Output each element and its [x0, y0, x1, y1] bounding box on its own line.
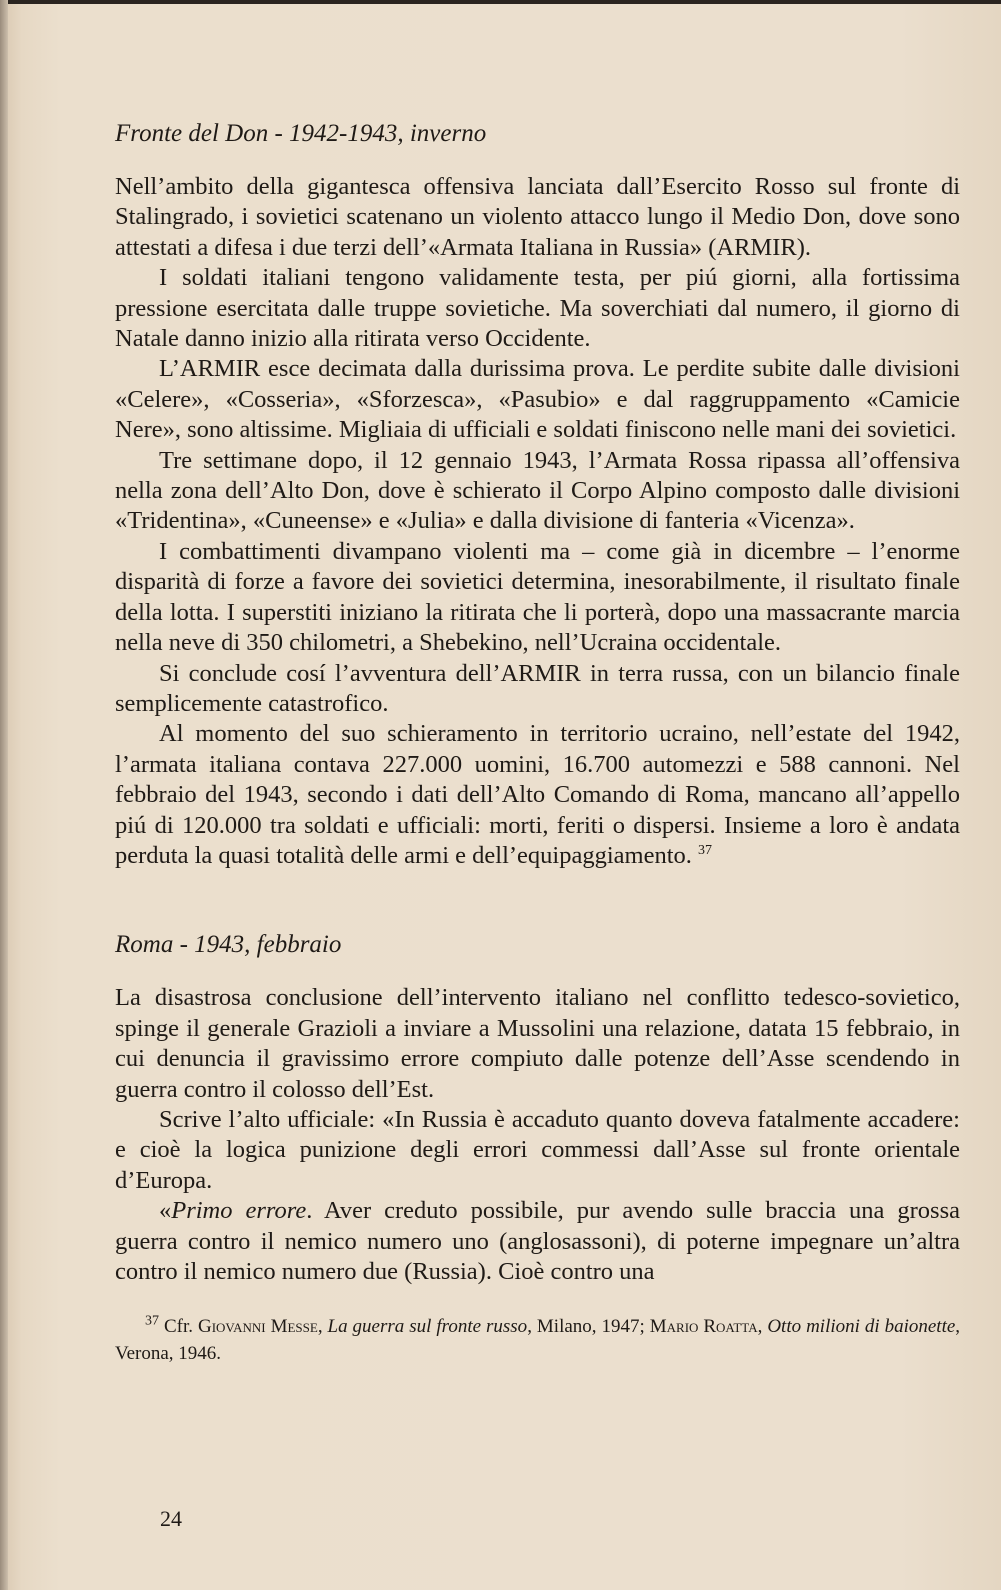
open-quote: « — [159, 1197, 172, 1225]
paragraph: I soldati italiani tengono validamente testa, per piú giorni, alla fortissima pressione esercitata dalle truppe sovietiche. Ma soverchiati dal numero, il giorno di Natale danno inizio alla ritirata verso Occidente. — [115, 264, 960, 353]
paragraph: Si conclude cosí l’avventura dell’ARMIR in terra russa, con un bilancio finale semplicemente catastrofico. — [115, 659, 960, 717]
footnote-author: Mario Roatta — [649, 1316, 758, 1338]
paragraph: Scrive l’alto ufficiale: «In Russia è accaduto quanto doveva fatalmente accadere: e cioè la logica punizione degli errori commessi dall’Asse sul fronte orientale d’Europa. — [115, 1105, 960, 1194]
italic-lead: Primo errore — [171, 1197, 307, 1225]
section-roma — [115, 929, 960, 1287]
footnote-separator: , — [317, 1316, 328, 1338]
page-number: 24 — [160, 1506, 182, 1531]
paragraph-text: . Aver creduto possibile, pur avendo sulle braccia una grossa guerra contro il nemico numero uno (anglosassoni), di poterne impegnare un’altra contro il nemico numero due (Russia). Cioè contro una — [115, 1197, 960, 1285]
footnote-author: Giovanni Messe — [197, 1316, 318, 1338]
footnote-title: Otto milioni di baionette — [767, 1316, 956, 1338]
paragraph: I combattimenti divampano violenti ma – come già in dicembre – l’enorme disparità di forze a favore dei sovietici determina, inesorabilmente, il risultato finale della lotta. I superstiti iniziano la ritirata che li porterà, dopo una massacrante marcia nella neve di 350 chilometri, a Shebekino, nell’Ucraina occidentale. — [115, 537, 960, 657]
paragraph: L’ARMIR esce decimata dalla durissima prova. Le perdite subite dalle divisioni «Celere», «Cosseria», «Sforzesca», «Pasubio» e dal raggruppamento «Camicie Nere», sono altissime. Migliaia di ufficiali e soldati finiscono nelle mani dei sovietici. — [115, 355, 960, 444]
page-content — [115, 118, 960, 1367]
paragraph: Tre settimane dopo, il 12 gennaio 1943, l’Armata Rossa ripassa all’offensiva nella zona dell’Alto Don, dove è schierato il Corpo Alpino composto dalle divisioni «Tridentina», «Cuneense» e «Julia» e dalla divisione di fanteria «Vicenza». — [115, 446, 960, 535]
section-heading: Fronte del Don - 1942-1943, inverno — [115, 120, 487, 147]
footnote-number: 37 — [145, 1314, 159, 1330]
paragraph: La disastrosa conclusione dell’intervento italiano nel conflitto tedesco-sovietico, spinge il generale Grazioli a inviare a Mussolini una relazione, datata 15 febbraio, in cui denuncia il gravissimo errore compiuto dalle potenze dell’Asse scendendo in guerra contro il colosso dell’Est. — [115, 984, 960, 1103]
page-top-edge — [0, 0, 1001, 4]
footnote-publication: , Milano, 1947; — [527, 1316, 650, 1338]
section-fronte-del-don — [115, 118, 960, 871]
footnote-title: La guerra sul fronte russo — [327, 1316, 528, 1338]
paragraph: Nell’ambito della gigantesca offensiva lanciata dall’Esercito Rosso sul fronte di Stalingrado, i sovietici scatenano un violento attacco lungo il Medio Don, dove sono attestati a difesa i due terzi dell’«Armata Italiana in Russia» (ARMIR). — [115, 173, 960, 261]
footnote-marker: 37 — [698, 842, 713, 858]
footnote-publication: , Verona, 1946. — [115, 1316, 961, 1365]
footnote-37 — [115, 1313, 960, 1367]
footnote-prefix: Cfr. — [163, 1316, 198, 1338]
paragraph-text: Al momento del suo schieramento in territorio ucraino, nell’estate del 1942, l’armata italiana contava 227.000 uomini, 16.700 automezzi e 588 cannoni. Nel febbraio del 1943, secondo i dati dell’Alto Comando di Roma, mancano all’appello piú di 120.000 tra soldati e ufficiali: morti, feriti o dispersi. Insieme a loro è andata perduta la quasi totalità delle armi e dell’equipaggiamento. — [115, 720, 960, 869]
paragraph-primo-errore — [115, 1196, 960, 1287]
footnotes — [115, 1313, 960, 1367]
paragraph-with-footnote — [115, 719, 960, 871]
section-heading: Roma - 1943, febbraio — [115, 931, 342, 959]
footnote-separator: , — [757, 1316, 768, 1338]
page-binding-edge — [0, 0, 8, 1590]
